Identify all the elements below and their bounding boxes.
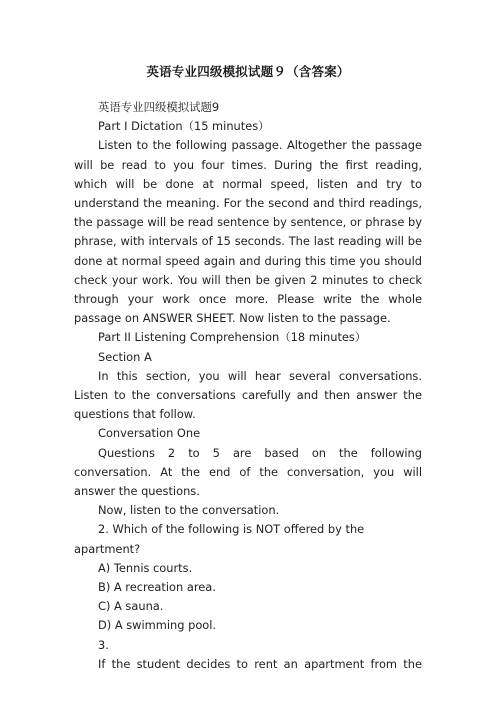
paragraph-conversation-one-heading: Conversation One: [98, 426, 201, 441]
paragraph-dictation-instructions: Listen to the following passage. Altogether the passage will be read to you four times. During the first reading, which will be done at normal speed, listen and try to understand the meaning. For the second and third readings, the passage will be read sentence by sentence, or phrase by phrase, with intervals of 15 seconds. The last reading will be done at normal speed again and during this time you should check your work. You will then be given 2 minutes to check through your work once more. Please write the whole passage on ANSWER SHEET. Now listen to the passage.: [74, 138, 422, 326]
paragraph-option-d: D) A swimming pool.: [98, 618, 217, 633]
paragraph-option-c: C) A sauna.: [98, 599, 164, 614]
paragraph-part-1-heading: Part I Dictation（15 minutes）: [98, 119, 270, 134]
paragraph-subtitle: 英语专业四级模拟试题9: [98, 100, 220, 114]
paragraph-part-2-heading: Part II Listening Comprehension（18 minutes）: [98, 330, 367, 345]
paragraph-question-2: 2. Which of the following is NOT offered by the apartment?: [74, 522, 365, 556]
paragraph-option-a: A) Tennis courts.: [98, 560, 193, 575]
paragraph-conversation-one-instructions: Questions 2 to 5 are based on the following conversation. At the end of the conversation, you will answer the questions.: [74, 445, 422, 499]
paragraph-section-a-instructions: In this section, you will hear several conversations. Listen to the conversations carefully and then answer the questions that follow.: [74, 368, 422, 422]
paragraph-section-a-heading: Section A: [98, 349, 152, 364]
paragraph-question-3-text: If the student decides to rent an apartment from the: [98, 656, 422, 671]
document-title: 英语专业四级模拟试题９（含答案）: [146, 64, 350, 79]
paragraph-listen-prompt: Now, listen to the conversation.: [98, 503, 280, 518]
paragraph-option-b: B) A recreation area.: [98, 580, 216, 595]
paragraph-question-3-number: 3.: [98, 637, 109, 652]
document-body: [74, 98, 422, 674]
